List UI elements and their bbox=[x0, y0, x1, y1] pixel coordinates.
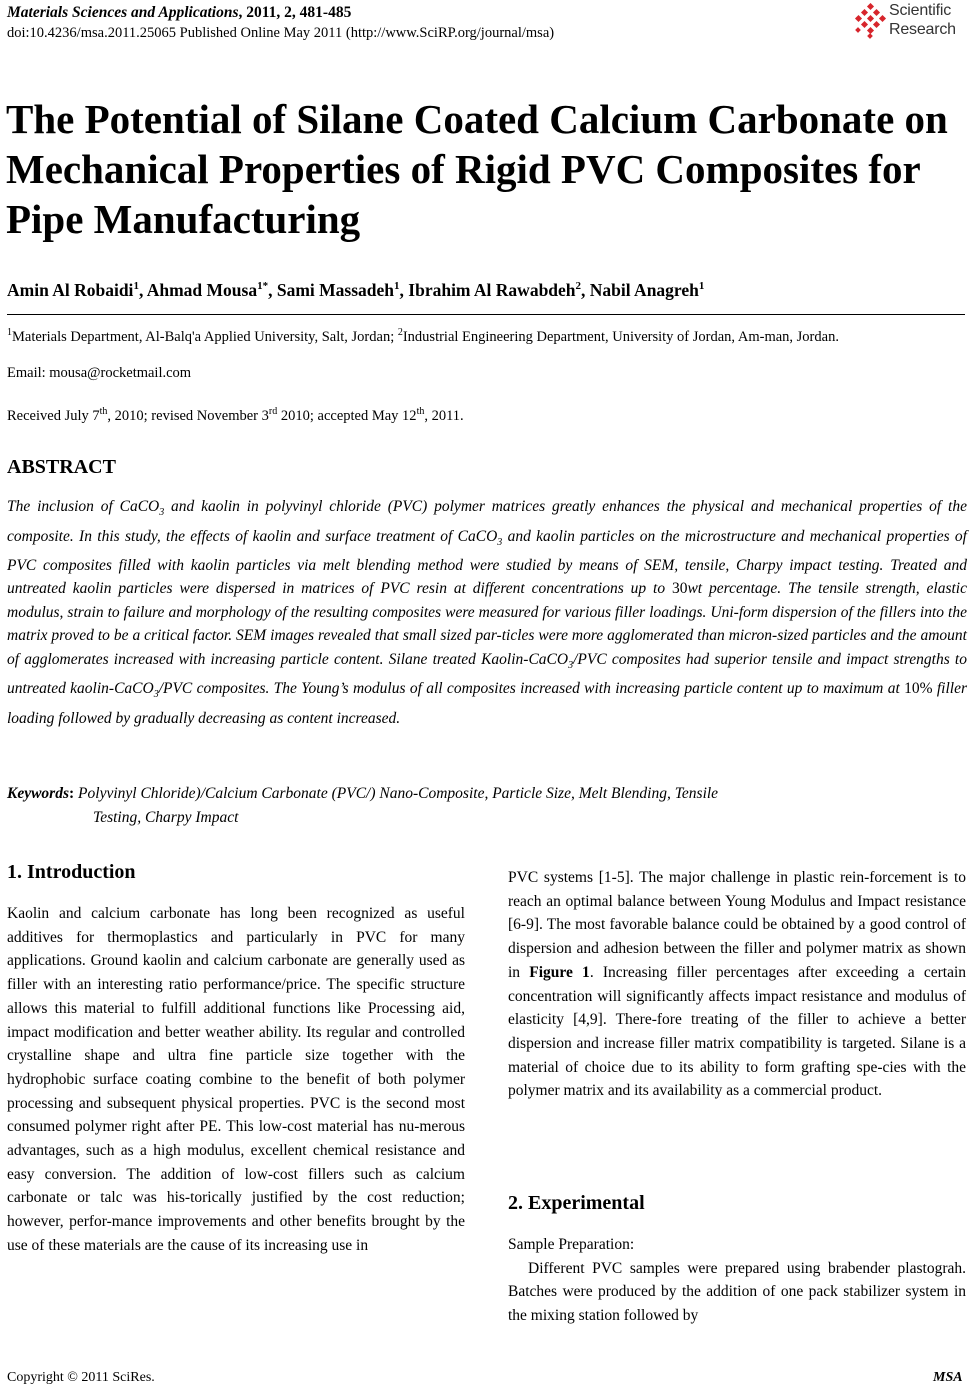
affiliation-mark: 1 bbox=[7, 327, 12, 338]
paper-title: The Potential of Silane Coated Calcium Carbonate on Mechanical Properties of Rigid PVC Composites for Pipe Manufacturing bbox=[6, 96, 948, 242]
journal-volume-pages: , 2011, 2, 481-485 bbox=[238, 4, 352, 21]
affiliation-text: Materials Department, Al-Balq'a Applied University, Salt, Jordan; bbox=[12, 328, 398, 345]
subsection-heading: Sample Preparation: bbox=[508, 1236, 635, 1253]
ordinal-suffix: rd bbox=[268, 406, 278, 417]
contact-email: Email: mousa@rocketmail.com bbox=[7, 365, 192, 381]
author-affiliation-mark: 1 bbox=[698, 280, 705, 293]
section-heading-experimental: 2. Experimental bbox=[508, 1192, 645, 1214]
publisher-logo-text bbox=[889, 1, 956, 39]
affiliation-text: Industrial Engineering Department, University of Jordan, Am-man, Jordan. bbox=[402, 328, 839, 345]
scirp-diamond-logo-icon bbox=[853, 3, 887, 39]
abstract-text: filler loading followed by gradually decreasing as content increased. bbox=[7, 680, 967, 727]
subscript: 3 bbox=[159, 507, 165, 519]
received-dates bbox=[7, 406, 464, 425]
abstract-text: and kaolin in polyvinyl chloride ( bbox=[164, 498, 393, 515]
author-list bbox=[7, 280, 704, 301]
keywords-line-2: Testing, Charpy Impact bbox=[93, 809, 239, 826]
received-text: 2010; accepted May 12 bbox=[277, 407, 417, 424]
subscript: 3 bbox=[568, 659, 574, 671]
author-separator: , bbox=[268, 280, 277, 300]
abstract-text: PVC bbox=[392, 498, 423, 515]
logo-line-2: Research bbox=[889, 21, 956, 38]
abstract-heading: ABSTRACT bbox=[7, 456, 116, 478]
abstract-text: wt percentage. The tensile strength, elastic modulus, strain to failure and morphology of the resulting composites were measured for various filler loadings. Uni-form dispersion of the fillers into the matrix proved to be a critical factor. SEM images revealed that small sized par-ticles were more agglomerated than micron-sized particles and the amount of agglomerates increased with increasing particle content. Silane treated Kaolin-CaCO bbox=[7, 580, 967, 668]
ordinal-suffix: th bbox=[99, 406, 108, 417]
keywords bbox=[7, 782, 967, 830]
keywords-line-1: Polyvinyl Chloride)/Calcium Carbonate (PVC/) Nano-Composite, Particle Size, Melt Blending, Tensile bbox=[78, 785, 719, 802]
received-text: , 2011. bbox=[424, 407, 464, 424]
journal-citation bbox=[7, 4, 351, 22]
logo-line-1: Scientific bbox=[889, 2, 952, 19]
abstract-text: The inclusion of CaCO bbox=[7, 498, 160, 515]
author-name: Ahmad Mousa bbox=[146, 280, 258, 300]
affiliation-mark: 2 bbox=[397, 327, 403, 338]
affiliations bbox=[7, 321, 965, 349]
author-separator: , bbox=[138, 280, 147, 300]
body-text: PVC systems [1-5]. The major challenge in plastic rein-forcement is to reach an optimal balance between Young Modulus and Impact resistance [6-9]. The most favorable balance could be obtained by a good control of dispersion and adhesion between the filler and polymer matrix as shown in bbox=[508, 869, 966, 981]
author-separator: , bbox=[581, 280, 590, 300]
copyright-notice: Copyright © 2011 SciRes. bbox=[7, 1370, 155, 1385]
author-name: Amin Al Robaidi bbox=[7, 280, 134, 300]
experimental-text bbox=[508, 1233, 966, 1328]
journal-name: Materials Sciences and Applications bbox=[7, 4, 239, 21]
abstract-text: /PVC composites. The Young’s modulus of all composites increased with increasing particle content up to maximum at bbox=[158, 680, 905, 698]
keywords-label: Keywords bbox=[7, 785, 69, 802]
section-heading-introduction: 1. Introduction bbox=[7, 861, 136, 883]
author-separator: , bbox=[399, 280, 409, 300]
author-affiliation-mark: 2 bbox=[575, 280, 582, 293]
abstract-number: 30 bbox=[671, 580, 688, 598]
abstract-text: and kaolin particles on the microstructure and mechanical properties of PVC composites filled with kaolin particles via melt blending method were studied by means of SEM, tensile, Charpy impact testing. Treated and untreated kaolin particles were dispersed in matrices of PVC resin at different concentrations up to bbox=[7, 527, 967, 598]
abstract-number: 10% bbox=[904, 680, 933, 698]
author-affiliation-mark: 1* bbox=[257, 280, 269, 293]
introduction-text: Kaolin and calcium carbonate has long been recognized as useful additives for thermoplastics and particularly in PVC for many applications. Ground kaolin and calcium carbonate are generally used as filler with an interesting ratio performance/price. The specific structure allows this material to fulfill additional functions like Processing aid, impact modification and better weather ability. Its regular and controlled crystalline shape and ultra fine particle size together with the hydrophobic surface coating combine to the benefit of both polymer processing and subsequent physical properties. PVC is the second most consumed polymer right after PE. This low-cost material has nu-merous advantages, such as a high modulus, excellent chemical resistance and easy conversion. The addition of low-cost fillers such as calcium carbonate or talc was his-torically justified by the cost reduction; however, perfor-mance improvements and other benefits brought by the use of these materials are the cause of its increasing use in bbox=[7, 905, 465, 1254]
abstract-text: /PVC composites had superior tensile and impact strengths to untreated kaolin-CaCO bbox=[7, 650, 967, 698]
author-affiliation-mark: 1 bbox=[394, 280, 400, 293]
author-name: Sami Massadeh bbox=[276, 280, 395, 300]
abstract-text: ) polymer matrices greatly enhances the physical and mechanical properties of the composite. In this study, the effects of kaolin and surface treatment of CaCO bbox=[7, 498, 967, 545]
keywords-colon: : bbox=[69, 785, 79, 802]
subscript: 3 bbox=[153, 689, 159, 701]
subscript: 3 bbox=[497, 536, 503, 548]
doi-line: doi:10.4236/msa.2011.25065 Published Online May 2011 (http://www.SciRP.org/journal/msa) bbox=[7, 25, 555, 41]
ordinal-suffix: th bbox=[416, 406, 425, 417]
introduction-continued bbox=[508, 866, 966, 1103]
publisher-logo bbox=[853, 1, 970, 43]
header-divider bbox=[7, 314, 965, 315]
experimental-paragraph: Different PVC samples were prepared using brabender plastograh. Batches were produced by the addition of one pack stabilizer system in the mixing station followed by bbox=[508, 1259, 966, 1325]
author-name: Ibrahim Al Rawabdeh bbox=[408, 280, 576, 300]
received-text: , 2010; revised November 3 bbox=[107, 407, 269, 424]
author-affiliation-mark: 1 bbox=[133, 280, 139, 293]
author-name: Nabil Anagreh bbox=[589, 280, 699, 300]
received-text: Received July 7 bbox=[7, 407, 100, 424]
journal-abbreviation: MSA bbox=[933, 1370, 963, 1385]
abstract-body bbox=[7, 495, 967, 730]
figure-reference-link[interactable]: Figure 1 bbox=[529, 963, 590, 981]
body-text: . Increasing filler percentages after exceeding a certain concentration will significantly affects impact resistance and modulus of elasticity [4,9]. There-fore treating of the filler to achieve a better dispersion and increase filler matrix compatibility is targeted. Silane is a material of choice due to its ability to form grafting spe-cies with the polymer matrix and its availability as a commercial product. bbox=[508, 963, 967, 1100]
